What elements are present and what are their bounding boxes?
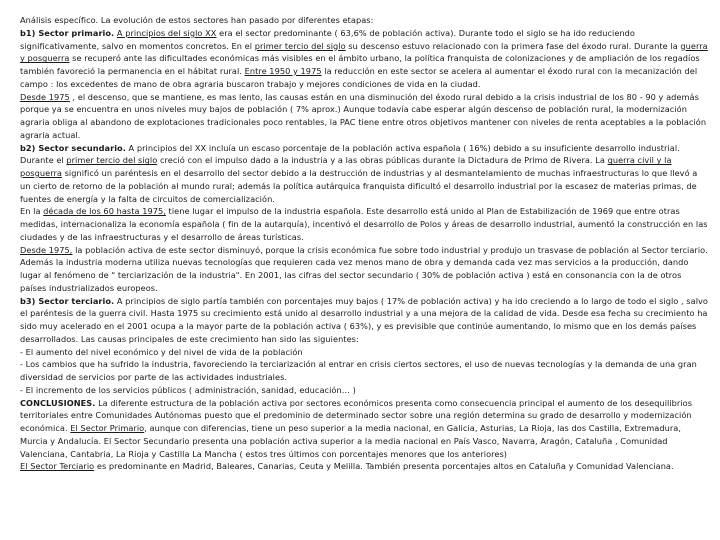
underlined-span: guerra y posguerra [20, 40, 708, 64]
document-title: Análisis específico. [20, 15, 99, 25]
secondary-sector-paragraph [20, 142, 708, 206]
conclusions-heading: CONCLUSIONES. [20, 397, 96, 408]
underlined-span: Desde 1975, [20, 244, 73, 255]
text-span: su descenso estuvo relacionado con la primera fase del éxodo rural. Durante la [345, 40, 681, 51]
secondary-sector-paragraph-3 [20, 244, 708, 295]
cause-item: - Los cambios que ha sufrido la industria, favoreciendo la terciarización al entrar en crisis ciertos sectores, el uso de nuevas tecnologías y la demanda de una gran diversidad de servicios por parte de las actividades industriales. [20, 359, 697, 382]
text-span: la población activa de este sector disminuyó, porque la crisis económica fue sobre todo industrial y produjo un trasvase de población al Sector terciario. Además la industria moderna utiliza nuevas tecnologías que requieren cada vez menos mano de obra y demanda cada vez mas servicios a la producción, dando lugar al fenómeno de " terciarización de la industria". En 2001, las cifras del sector secundario ( 30% de población activa ) está en consonancia con la de otros países industrializados europeos. [20, 244, 708, 293]
underlined-span: primer tercio del siglo [254, 40, 346, 51]
text-span: En la [20, 206, 44, 217]
cause-item: - El aumento del nivel económico y del nivel de vida de la población [20, 346, 303, 357]
primary-sector-paragraph [20, 27, 708, 91]
conclusions-paragraph-2 [20, 460, 708, 473]
secondary-sector-paragraph-2 [20, 205, 708, 243]
text-span: significó un paréntesis en el desarrollo del sector debido a la destrucción de industrias y al desmantelamiento de muchas infraestructuras lo que llevó a un cierto de retorno de la población al mundo rural; además la política autárquica franquista dificultó el desarrollo industrial por la escasez de materias primas, de fuentes de energía y la falta de circuitos de comercialización. [20, 168, 698, 204]
text-span: A principios de siglo partía también con porcentajes muy bajos ( 17% de población activa) y ha ido creciendo a lo largo de todo el siglo , salvo el paréntesis de la guerra civil. Hasta 1975 su crecimiento está unido al desarrollo industrial y a una mejora de la calidad de vida. Desde esa fecha su crecimiento ha sido muy acelerado en el 2001 ocupa a la mayor parte de la población activa ( 63%), y es previsible que continúe aumentando, lo mismo que en los demás países desarrollados. Las causas principales de este crecimiento han sido las siguientes: [20, 295, 708, 344]
tertiary-sector-heading: b3) Sector terciario. [20, 295, 115, 306]
text-span: la reducción en este sector se acelera al aumentar el éxodo rural con la mecanización del campo : los excedentes de mano de obra agraria buscaron trabajo y mejores condiciones de vida en la ciudad. [20, 66, 698, 89]
text-span: tiene lugar el impulso de la industria española. Este desarrollo está unido al Plan de Estabilización de 1969 que entre otras medidas, internacionaliza la economía española ( fin de la autarquía), incentivó el desarrollo de Polos y áreas de desarrollo industrial, aumentó la construcción en las ciudades y de las infraestructuras y el desarrollo de áreas turísticas. [20, 206, 708, 242]
tertiary-sector-paragraph [20, 295, 708, 346]
document-body [20, 14, 708, 473]
intro-paragraph [20, 14, 708, 27]
underlined-span: A principios del siglo XX [116, 27, 217, 38]
text-span: , aunque con diferencias, tiene un peso superior a la media nacional, en Galicia, Asturias, La Rioja, las dos Castilla, Extremadura, Murcia y Andalucía. El Sector Secundario presenta una población activa superior a la media nacional en País Vasco, Navarra, Aragón, Cataluña , Comunidad Valenciana, Cantabria, La Rioja y Castilla La Mancha ( estos tres últimos con porcentajes menores que los anteriores) [20, 423, 681, 459]
text-span: es predominante en Madrid, Baleares, Canarias, Ceuta y Melilla. También presenta porcentajes altos en Cataluña y Comunidad Valenciana. [94, 461, 674, 472]
underlined-span: Desde 1975 [20, 91, 70, 102]
underlined-span: década de los 60 hasta 1975, [43, 206, 166, 217]
underlined-span: primer tercio del siglo [66, 155, 158, 166]
text-span: La diferente estructura de la población activa por sectores económicos presenta como consecuencia principal el aumento de los desequilibrios territoriales entre Comunidades Autónomas puesto que el predominio de determinado sector sobre una región determina su grado de desarrollo y modernización económica. [20, 397, 693, 433]
intro-text: La evolución de estos sectores han pasado por diferentes etapas: [98, 15, 374, 25]
underlined-span: guerra civil y la posguerra [20, 155, 672, 178]
conclusions-paragraph [20, 397, 708, 461]
underlined-span: El Sector Terciario [20, 461, 95, 472]
text-span: creció con el impulso dado a la industria y a las obras públicas durante la Dictadura de Primo de Rivera. La [157, 155, 608, 166]
primary-sector-paragraph-2 [20, 91, 708, 142]
cause-item: - El incremento de los servicios públicos ( administración, sanidad, educación… ) [20, 384, 356, 395]
primary-sector-heading: b1) Sector primario. [20, 27, 115, 38]
underlined-span: Entre 1950 y 1975 [244, 66, 322, 76]
text-span: era el sector predominante ( 63,6% de población activa). Durante todo el siglo se ha ido reduciendo significativamente, salvo en momentos concretos. En el [20, 27, 635, 51]
underlined-span: El Sector Primario [70, 423, 145, 433]
text-span: , el descenso, que se mantiene, es mas lento, las causas están en una disminución del éxodo rural debido a la crisis industrial de los 80 - 90 y además porque ya se encuentra en unos niveles muy bajos de población ( 7% aprox.) Aunque todavía cabe esperar algún descenso de población rural, la modernización agraria obliga al abandono de explotaciones tradicionales poco rentables, la PAC tiene entre otros objetivos mantener con niveles de renta aceptables a la población agraria actual. [20, 91, 707, 140]
text-span: se recuperó ante las dificultades económicas más visibles en el ámbito urbano, la política franquista de colonizaciones y de ampliación de los regadíos también favoreció la permanencia en el hábitat rural. [20, 53, 700, 76]
text-span: A principios del XX incluía un escaso porcentaje de la población activa española ( 16%) debido a su insuficiente desarrollo industrial. Durante el [20, 142, 680, 166]
secondary-sector-heading: b2) Sector secundario. [20, 142, 126, 153]
